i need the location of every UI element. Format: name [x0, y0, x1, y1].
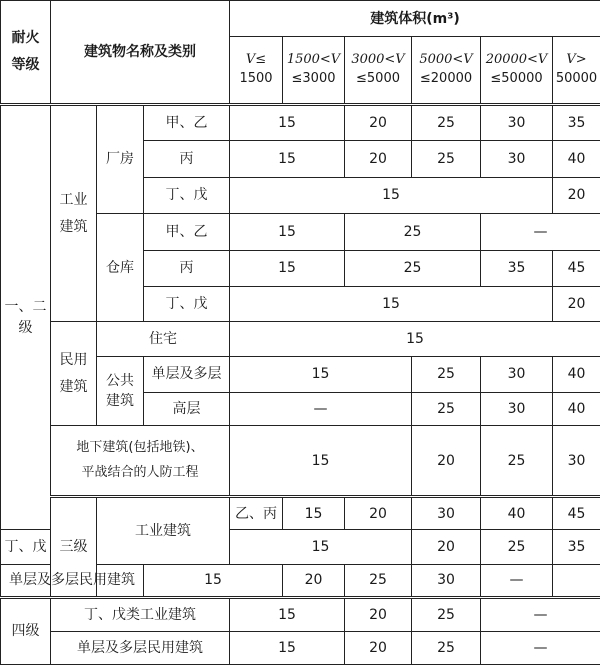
value-cell: 20	[412, 426, 481, 497]
value-cell: 20	[345, 631, 412, 664]
value-cell: 15	[283, 497, 345, 530]
category-cell: 丁、戊	[1, 530, 51, 564]
value-cell: 25	[412, 141, 481, 177]
value-cell: 30	[481, 105, 553, 141]
category-cell: 地下建筑(包括地铁)、 平战结合的人防工程	[51, 426, 230, 497]
value-cell: 15	[230, 286, 553, 321]
value-cell: 15	[144, 564, 283, 597]
value-cell: —	[481, 564, 553, 597]
range-cell: V≤ 1500	[230, 37, 283, 105]
range-cell: 3000<V ≤5000	[345, 37, 412, 105]
table-row	[1, 322, 600, 356]
category-cell: 单层及多层民用建筑	[51, 631, 230, 664]
group-industrial: 工业 建筑	[51, 105, 97, 322]
range-cell: 20000<V ≤50000	[481, 37, 553, 105]
value-cell: 20	[553, 177, 600, 213]
value-cell: 25	[345, 250, 481, 286]
category-cell: 丁、戊	[144, 177, 230, 213]
grade-four: 四级	[1, 598, 51, 665]
category-cell: 住宅	[97, 322, 230, 356]
value-cell: 40	[553, 356, 600, 392]
table-row	[1, 564, 600, 597]
grade-three: 三级	[51, 497, 97, 598]
group-public: 公共 建筑	[97, 356, 144, 426]
value-cell: 20	[553, 286, 600, 321]
value-cell: 15	[230, 356, 412, 392]
value-cell: 25	[345, 564, 412, 597]
value-cell: 30	[412, 497, 481, 530]
category-cell: 高层	[144, 393, 230, 426]
table-row	[1, 497, 600, 530]
value-cell: 30	[553, 426, 600, 497]
value-cell: 25	[412, 393, 481, 426]
category-cell: 丁、戊	[144, 286, 230, 321]
value-cell: 20	[283, 564, 345, 597]
value-cell: 15	[230, 322, 600, 356]
value-cell: 30	[412, 564, 481, 597]
value-cell: 45	[553, 250, 600, 286]
value-cell: 25	[481, 426, 553, 497]
group-industrial-3: 工业建筑	[97, 497, 230, 565]
header-volume-title: 建筑体积(m³)	[230, 1, 600, 37]
value-cell: 25	[412, 105, 481, 141]
value-cell: 20	[412, 530, 481, 564]
grade-one-two: 一、二 级	[1, 105, 51, 530]
value-cell: 15	[230, 105, 345, 141]
category-cell: 单层及多层	[144, 356, 230, 392]
table-row	[1, 631, 600, 664]
category-cell: 甲、乙	[144, 214, 230, 250]
category-cell: 丁、戊类工业建筑	[51, 598, 230, 631]
range-cell: 5000<V ≤20000	[412, 37, 481, 105]
value-cell: 25	[481, 530, 553, 564]
category-cell: 丙	[144, 141, 230, 177]
category-cell: 丙	[144, 250, 230, 286]
group-factory: 厂房	[97, 105, 144, 214]
table-row	[1, 105, 600, 141]
header-fire-grade: 耐火 等级	[1, 1, 51, 105]
value-cell: —	[481, 598, 600, 631]
value-cell: 15	[230, 631, 345, 664]
value-cell: 25	[412, 598, 481, 631]
value-cell: 15	[230, 177, 553, 213]
value-cell: 20	[345, 497, 412, 530]
value-cell: 25	[345, 214, 481, 250]
value-cell: 25	[412, 356, 481, 392]
range-cell: 1500<V ≤3000	[283, 37, 345, 105]
value-cell: 20	[345, 141, 412, 177]
range-cell: V> 50000	[553, 37, 600, 105]
value-cell: 25	[412, 631, 481, 664]
value-cell: 15	[230, 214, 345, 250]
value-cell: —	[481, 214, 600, 250]
category-cell: 单层及多层民用建筑	[1, 564, 144, 597]
value-cell: —	[481, 631, 600, 664]
value-cell: 15	[230, 141, 345, 177]
header-building-name: 建筑物名称及类别	[51, 1, 230, 105]
value-cell: —	[230, 393, 412, 426]
value-cell: 30	[481, 393, 553, 426]
category-cell: 乙、丙	[230, 497, 283, 530]
value-cell: 40	[553, 393, 600, 426]
value-cell: 30	[481, 356, 553, 392]
table-row	[1, 598, 600, 631]
value-cell: 35	[553, 530, 600, 564]
table-row	[1, 426, 600, 497]
value-cell: 15	[230, 530, 412, 564]
group-warehouse: 仓库	[97, 214, 144, 322]
value-cell: 15	[230, 250, 345, 286]
group-civil: 民用 建筑	[51, 322, 97, 426]
value-cell: 35	[553, 105, 600, 141]
header-row-1	[1, 1, 600, 37]
value-cell: 30	[481, 141, 553, 177]
value-cell: 35	[481, 250, 553, 286]
value-cell: 20	[345, 598, 412, 631]
value-cell: 15	[230, 426, 412, 497]
category-cell: 甲、乙	[144, 105, 230, 141]
value-cell: 40	[553, 141, 600, 177]
value-cell: 20	[345, 105, 412, 141]
value-cell: 45	[553, 497, 600, 530]
value-cell: 40	[481, 497, 553, 530]
value-cell: 15	[230, 598, 345, 631]
